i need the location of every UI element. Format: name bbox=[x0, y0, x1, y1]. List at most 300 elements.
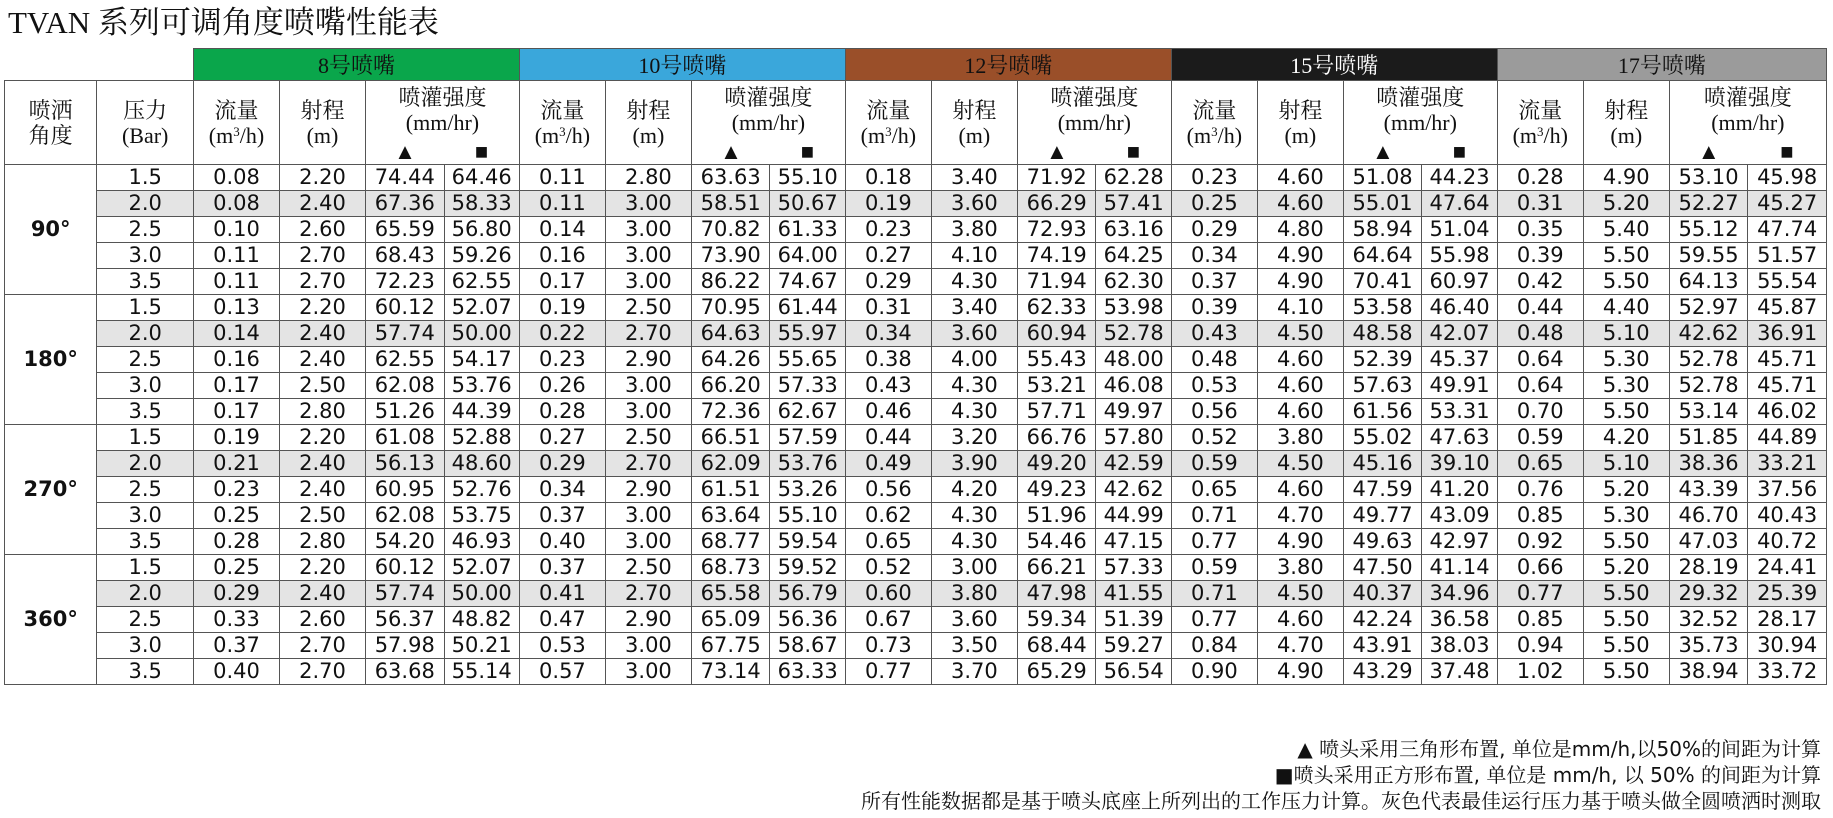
value-cell: 2.40 bbox=[279, 451, 365, 477]
value-cell: 53.98 bbox=[1096, 295, 1171, 321]
value-cell: 4.20 bbox=[931, 477, 1017, 503]
value-cell: 3.60 bbox=[931, 321, 1017, 347]
table-row bbox=[5, 659, 1827, 685]
value-cell: 0.31 bbox=[1497, 191, 1583, 217]
value-cell: 0.28 bbox=[193, 529, 279, 555]
value-cell: 73.14 bbox=[691, 659, 770, 685]
pressure-cell: 3.0 bbox=[97, 243, 194, 269]
col-header-flow bbox=[1497, 81, 1583, 165]
pressure-cell: 2.0 bbox=[97, 321, 194, 347]
value-cell: 42.62 bbox=[1096, 477, 1171, 503]
value-cell: 0.53 bbox=[519, 633, 605, 659]
value-cell: 54.46 bbox=[1017, 529, 1096, 555]
value-cell: 63.63 bbox=[691, 165, 770, 191]
pressure-cell: 2.0 bbox=[97, 451, 194, 477]
value-cell: 55.97 bbox=[770, 321, 845, 347]
value-cell: 53.21 bbox=[1017, 373, 1096, 399]
value-cell: 0.16 bbox=[519, 243, 605, 269]
flow-unit-post: /h) bbox=[1543, 122, 1568, 148]
value-cell: 46.40 bbox=[1422, 295, 1497, 321]
value-cell: 2.90 bbox=[605, 477, 691, 503]
value-cell: 52.97 bbox=[1669, 295, 1748, 321]
value-cell: 25.39 bbox=[1748, 581, 1827, 607]
value-cell: 5.50 bbox=[1583, 529, 1669, 555]
value-cell: 0.28 bbox=[519, 399, 605, 425]
col-header-radius bbox=[605, 81, 691, 165]
square-marker: ■ bbox=[1422, 139, 1497, 165]
intensity-header-l1: 喷灌强度 bbox=[1050, 85, 1139, 110]
square-marker: ■ bbox=[1748, 139, 1827, 165]
value-cell: 61.56 bbox=[1343, 399, 1422, 425]
value-cell: 51.96 bbox=[1017, 503, 1096, 529]
value-cell: 3.00 bbox=[605, 217, 691, 243]
value-cell: 47.59 bbox=[1343, 477, 1422, 503]
value-cell: 0.13 bbox=[193, 295, 279, 321]
nozzle-band-5: 17号喷嘴 bbox=[1497, 49, 1826, 81]
value-cell: 0.34 bbox=[519, 477, 605, 503]
value-cell: 52.07 bbox=[444, 555, 519, 581]
value-cell: 46.08 bbox=[1096, 373, 1171, 399]
value-cell: 62.08 bbox=[365, 503, 444, 529]
flow-unit-sup: 3 bbox=[1537, 123, 1544, 139]
value-cell: 2.40 bbox=[279, 191, 365, 217]
footnotes bbox=[861, 736, 1821, 814]
value-cell: 55.10 bbox=[770, 503, 845, 529]
value-cell: 57.63 bbox=[1343, 373, 1422, 399]
value-cell: 68.43 bbox=[365, 243, 444, 269]
value-cell: 0.23 bbox=[193, 477, 279, 503]
pressure-header-l2: (Bar) bbox=[121, 122, 169, 148]
value-cell: 51.85 bbox=[1669, 425, 1748, 451]
pressure-header-l1: 压力 bbox=[123, 97, 168, 123]
value-cell: 2.60 bbox=[279, 607, 365, 633]
value-cell: 0.19 bbox=[845, 191, 931, 217]
value-cell: 53.10 bbox=[1669, 165, 1748, 191]
value-cell: 0.65 bbox=[1171, 477, 1257, 503]
col-header-pressure bbox=[97, 81, 194, 165]
value-cell: 49.20 bbox=[1017, 451, 1096, 477]
value-cell: 55.10 bbox=[770, 165, 845, 191]
value-cell: 57.74 bbox=[365, 321, 444, 347]
value-cell: 62.67 bbox=[770, 399, 845, 425]
value-cell: 54.20 bbox=[365, 529, 444, 555]
value-cell: 4.30 bbox=[931, 373, 1017, 399]
value-cell: 4.20 bbox=[1583, 425, 1669, 451]
pressure-cell: 2.5 bbox=[97, 347, 194, 373]
value-cell: 62.08 bbox=[365, 373, 444, 399]
flow-unit-pre: (m bbox=[1512, 122, 1538, 148]
value-cell: 56.37 bbox=[365, 607, 444, 633]
value-cell: 2.70 bbox=[279, 633, 365, 659]
value-cell: 67.75 bbox=[691, 633, 770, 659]
value-cell: 49.97 bbox=[1096, 399, 1171, 425]
value-cell: 0.08 bbox=[193, 191, 279, 217]
value-cell: 48.60 bbox=[444, 451, 519, 477]
value-cell: 0.67 bbox=[845, 607, 931, 633]
value-cell: 43.09 bbox=[1422, 503, 1497, 529]
value-cell: 52.27 bbox=[1669, 191, 1748, 217]
value-cell: 59.34 bbox=[1017, 607, 1096, 633]
value-cell: 61.44 bbox=[770, 295, 845, 321]
table-row bbox=[5, 477, 1827, 503]
pressure-cell: 3.0 bbox=[97, 373, 194, 399]
value-cell: 0.17 bbox=[193, 373, 279, 399]
value-cell: 52.78 bbox=[1669, 347, 1748, 373]
value-cell: 56.36 bbox=[770, 607, 845, 633]
value-cell: 0.77 bbox=[845, 659, 931, 685]
value-cell: 45.71 bbox=[1748, 347, 1827, 373]
value-cell: 5.50 bbox=[1583, 659, 1669, 685]
value-cell: 0.90 bbox=[1171, 659, 1257, 685]
value-cell: 3.40 bbox=[931, 165, 1017, 191]
value-cell: 3.00 bbox=[605, 269, 691, 295]
value-cell: 0.60 bbox=[845, 581, 931, 607]
value-cell: 0.11 bbox=[519, 191, 605, 217]
triangle-marker: ▲ bbox=[1343, 139, 1422, 165]
value-cell: 0.27 bbox=[845, 243, 931, 269]
value-cell: 65.58 bbox=[691, 581, 770, 607]
value-cell: 0.21 bbox=[193, 451, 279, 477]
value-cell: 53.75 bbox=[444, 503, 519, 529]
value-cell: 67.36 bbox=[365, 191, 444, 217]
value-cell: 58.51 bbox=[691, 191, 770, 217]
value-cell: 53.26 bbox=[770, 477, 845, 503]
triangle-marker: ▲ bbox=[1669, 139, 1748, 165]
value-cell: 0.65 bbox=[1497, 451, 1583, 477]
value-cell: 5.30 bbox=[1583, 347, 1669, 373]
value-cell: 49.63 bbox=[1343, 529, 1422, 555]
value-cell: 0.19 bbox=[193, 425, 279, 451]
value-cell: 0.64 bbox=[1497, 373, 1583, 399]
value-cell: 51.04 bbox=[1422, 217, 1497, 243]
flow-header-l2 bbox=[1172, 123, 1257, 148]
value-cell: 4.80 bbox=[1257, 217, 1343, 243]
value-cell: 55.01 bbox=[1343, 191, 1422, 217]
value-cell: 3.00 bbox=[605, 399, 691, 425]
value-cell: 63.33 bbox=[770, 659, 845, 685]
value-cell: 0.37 bbox=[519, 555, 605, 581]
col-header-flow bbox=[845, 81, 931, 165]
value-cell: 45.37 bbox=[1422, 347, 1497, 373]
pressure-cell: 3.0 bbox=[97, 633, 194, 659]
value-cell: 4.50 bbox=[1257, 581, 1343, 607]
value-cell: 53.76 bbox=[444, 373, 519, 399]
flow-unit-sup: 3 bbox=[233, 123, 240, 139]
value-cell: 57.41 bbox=[1096, 191, 1171, 217]
value-cell: 0.16 bbox=[193, 347, 279, 373]
angle-cell: 360° bbox=[5, 555, 97, 685]
pressure-cell: 1.5 bbox=[97, 165, 194, 191]
table-row bbox=[5, 555, 1827, 581]
value-cell: 0.59 bbox=[1497, 425, 1583, 451]
col-header-radius bbox=[1583, 81, 1669, 165]
value-cell: 45.16 bbox=[1343, 451, 1422, 477]
intensity-header-l2: (mm/hr) bbox=[1383, 110, 1457, 135]
pressure-cell: 1.5 bbox=[97, 425, 194, 451]
value-cell: 47.64 bbox=[1422, 191, 1497, 217]
value-cell: 58.94 bbox=[1343, 217, 1422, 243]
value-cell: 0.56 bbox=[845, 477, 931, 503]
value-cell: 5.20 bbox=[1583, 191, 1669, 217]
col-header-flow bbox=[193, 81, 279, 165]
value-cell: 4.30 bbox=[931, 529, 1017, 555]
value-cell: 0.11 bbox=[519, 165, 605, 191]
footnote-pressure: 所有性能数据都是基于喷头底座上所列出的工作压力计算。灰色代表最佳运行压力基于喷头做全圆喷洒时测取 bbox=[861, 789, 1821, 813]
value-cell: 3.20 bbox=[931, 425, 1017, 451]
value-cell: 47.74 bbox=[1748, 217, 1827, 243]
value-cell: 59.26 bbox=[444, 243, 519, 269]
pressure-cell: 2.5 bbox=[97, 217, 194, 243]
pressure-cell: 1.5 bbox=[97, 555, 194, 581]
value-cell: 0.26 bbox=[519, 373, 605, 399]
value-cell: 3.00 bbox=[605, 503, 691, 529]
value-cell: 42.62 bbox=[1669, 321, 1748, 347]
pressure-cell: 3.0 bbox=[97, 503, 194, 529]
value-cell: 71.92 bbox=[1017, 165, 1096, 191]
value-cell: 0.29 bbox=[193, 581, 279, 607]
value-cell: 0.48 bbox=[1171, 347, 1257, 373]
radius-header-l2: (m) bbox=[1284, 122, 1317, 148]
value-cell: 0.40 bbox=[519, 529, 605, 555]
value-cell: 4.40 bbox=[1583, 295, 1669, 321]
table-row bbox=[5, 451, 1827, 477]
value-cell: 63.16 bbox=[1096, 217, 1171, 243]
value-cell: 50.21 bbox=[444, 633, 519, 659]
value-cell: 70.41 bbox=[1343, 269, 1422, 295]
value-cell: 2.20 bbox=[279, 295, 365, 321]
value-cell: 66.29 bbox=[1017, 191, 1096, 217]
value-cell: 45.87 bbox=[1748, 295, 1827, 321]
value-cell: 34.96 bbox=[1422, 581, 1497, 607]
value-cell: 0.56 bbox=[1171, 399, 1257, 425]
angle-header-l1: 喷洒 bbox=[28, 97, 73, 123]
value-cell: 0.08 bbox=[193, 165, 279, 191]
value-cell: 52.07 bbox=[444, 295, 519, 321]
square-marker: ■ bbox=[770, 139, 845, 165]
value-cell: 47.98 bbox=[1017, 581, 1096, 607]
value-cell: 62.55 bbox=[444, 269, 519, 295]
value-cell: 0.52 bbox=[845, 555, 931, 581]
table-row bbox=[5, 217, 1827, 243]
value-cell: 4.90 bbox=[1257, 659, 1343, 685]
square-marker: ■ bbox=[1096, 139, 1171, 165]
value-cell: 3.00 bbox=[605, 191, 691, 217]
value-cell: 0.10 bbox=[193, 217, 279, 243]
triangle-marker: ▲ bbox=[691, 139, 770, 165]
value-cell: 59.54 bbox=[770, 529, 845, 555]
table-row bbox=[5, 347, 1827, 373]
value-cell: 0.64 bbox=[1497, 347, 1583, 373]
value-cell: 0.53 bbox=[1171, 373, 1257, 399]
pressure-cell: 2.5 bbox=[97, 477, 194, 503]
value-cell: 2.80 bbox=[279, 529, 365, 555]
value-cell: 0.14 bbox=[519, 217, 605, 243]
value-cell: 0.52 bbox=[1171, 425, 1257, 451]
value-cell: 0.40 bbox=[193, 659, 279, 685]
value-cell: 50.00 bbox=[444, 581, 519, 607]
value-cell: 45.71 bbox=[1748, 373, 1827, 399]
value-cell: 72.36 bbox=[691, 399, 770, 425]
value-cell: 33.72 bbox=[1748, 659, 1827, 685]
value-cell: 1.02 bbox=[1497, 659, 1583, 685]
value-cell: 5.30 bbox=[1583, 503, 1669, 529]
value-cell: 57.71 bbox=[1017, 399, 1096, 425]
value-cell: 47.63 bbox=[1422, 425, 1497, 451]
value-cell: 0.25 bbox=[193, 503, 279, 529]
value-cell: 4.00 bbox=[931, 347, 1017, 373]
radius-header-l1: 射程 bbox=[626, 97, 671, 123]
value-cell: 2.80 bbox=[605, 165, 691, 191]
triangle-marker: ▲ bbox=[1017, 139, 1096, 165]
page-title: TVAN 系列可调角度喷嘴性能表 bbox=[8, 5, 439, 40]
value-cell: 41.14 bbox=[1422, 555, 1497, 581]
value-cell: 41.20 bbox=[1422, 477, 1497, 503]
value-cell: 0.65 bbox=[845, 529, 931, 555]
value-cell: 0.35 bbox=[1497, 217, 1583, 243]
flow-header-l1: 流量 bbox=[1192, 97, 1237, 123]
value-cell: 56.79 bbox=[770, 581, 845, 607]
value-cell: 66.76 bbox=[1017, 425, 1096, 451]
value-cell: 38.36 bbox=[1669, 451, 1748, 477]
table-row bbox=[5, 607, 1827, 633]
value-cell: 5.40 bbox=[1583, 217, 1669, 243]
value-cell: 39.10 bbox=[1422, 451, 1497, 477]
value-cell: 44.89 bbox=[1748, 425, 1827, 451]
value-cell: 4.60 bbox=[1257, 399, 1343, 425]
value-cell: 59.27 bbox=[1096, 633, 1171, 659]
value-cell: 5.50 bbox=[1583, 399, 1669, 425]
value-cell: 61.51 bbox=[691, 477, 770, 503]
value-cell: 61.33 bbox=[770, 217, 845, 243]
col-header-intensity bbox=[1017, 81, 1171, 140]
value-cell: 0.42 bbox=[1497, 269, 1583, 295]
table-row bbox=[5, 425, 1827, 451]
value-cell: 4.60 bbox=[1257, 165, 1343, 191]
value-cell: 51.57 bbox=[1748, 243, 1827, 269]
value-cell: 63.68 bbox=[365, 659, 444, 685]
flow-unit-pre: (m bbox=[208, 122, 234, 148]
value-cell: 0.28 bbox=[1497, 165, 1583, 191]
radius-header-l1: 射程 bbox=[952, 97, 997, 123]
value-cell: 2.40 bbox=[279, 347, 365, 373]
value-cell: 68.77 bbox=[691, 529, 770, 555]
value-cell: 0.23 bbox=[1171, 165, 1257, 191]
value-cell: 5.20 bbox=[1583, 555, 1669, 581]
value-cell: 56.80 bbox=[444, 217, 519, 243]
value-cell: 48.58 bbox=[1343, 321, 1422, 347]
value-cell: 28.17 bbox=[1748, 607, 1827, 633]
value-cell: 2.60 bbox=[279, 217, 365, 243]
value-cell: 3.40 bbox=[931, 295, 1017, 321]
value-cell: 2.50 bbox=[279, 373, 365, 399]
value-cell: 68.44 bbox=[1017, 633, 1096, 659]
value-cell: 0.47 bbox=[519, 607, 605, 633]
intensity-header-l1: 喷灌强度 bbox=[1376, 85, 1465, 110]
value-cell: 4.10 bbox=[1257, 295, 1343, 321]
value-cell: 0.37 bbox=[519, 503, 605, 529]
value-cell: 2.40 bbox=[279, 321, 365, 347]
value-cell: 5.10 bbox=[1583, 451, 1669, 477]
value-cell: 0.43 bbox=[1171, 321, 1257, 347]
flow-unit-post: /h) bbox=[891, 122, 917, 148]
value-cell: 55.02 bbox=[1343, 425, 1422, 451]
value-cell: 70.95 bbox=[691, 295, 770, 321]
intensity-header-l2: (mm/hr) bbox=[1711, 110, 1785, 135]
value-cell: 2.80 bbox=[279, 399, 365, 425]
value-cell: 62.09 bbox=[691, 451, 770, 477]
value-cell: 0.23 bbox=[519, 347, 605, 373]
value-cell: 0.25 bbox=[1171, 191, 1257, 217]
col-header-radius bbox=[1257, 81, 1343, 165]
col-header-intensity bbox=[1669, 81, 1826, 140]
value-cell: 36.58 bbox=[1422, 607, 1497, 633]
value-cell: 3.50 bbox=[931, 633, 1017, 659]
value-cell: 46.02 bbox=[1748, 399, 1827, 425]
flow-unit-post: /h) bbox=[1217, 122, 1243, 148]
flow-header-l2 bbox=[194, 123, 279, 148]
col-header-radius bbox=[279, 81, 365, 165]
value-cell: 0.73 bbox=[845, 633, 931, 659]
value-cell: 0.39 bbox=[1497, 243, 1583, 269]
value-cell: 46.70 bbox=[1669, 503, 1748, 529]
value-cell: 72.23 bbox=[365, 269, 444, 295]
value-cell: 5.50 bbox=[1583, 581, 1669, 607]
value-cell: 2.50 bbox=[279, 503, 365, 529]
value-cell: 57.33 bbox=[1096, 555, 1171, 581]
value-cell: 52.78 bbox=[1669, 373, 1748, 399]
value-cell: 0.41 bbox=[519, 581, 605, 607]
value-cell: 44.99 bbox=[1096, 503, 1171, 529]
header-blank bbox=[5, 49, 194, 81]
flow-unit-pre: (m bbox=[860, 122, 886, 148]
value-cell: 5.50 bbox=[1583, 633, 1669, 659]
value-cell: 62.33 bbox=[1017, 295, 1096, 321]
value-cell: 60.12 bbox=[365, 295, 444, 321]
value-cell: 74.19 bbox=[1017, 243, 1096, 269]
value-cell: 0.71 bbox=[1171, 503, 1257, 529]
value-cell: 0.34 bbox=[1171, 243, 1257, 269]
nozzle-band-4: 15号喷嘴 bbox=[1171, 49, 1497, 81]
value-cell: 3.80 bbox=[931, 217, 1017, 243]
col-header-flow bbox=[519, 81, 605, 165]
flow-header-l2 bbox=[520, 123, 605, 148]
flow-header-l2 bbox=[846, 123, 931, 148]
footnote-triangle: ▲ 喷头采用三角形布置, 单位是mm/h,以50%的间距为计算 bbox=[1297, 737, 1821, 761]
value-cell: 61.08 bbox=[365, 425, 444, 451]
value-cell: 74.44 bbox=[365, 165, 444, 191]
value-cell: 40.37 bbox=[1343, 581, 1422, 607]
value-cell: 47.50 bbox=[1343, 555, 1422, 581]
table-row bbox=[5, 399, 1827, 425]
value-cell: 4.10 bbox=[931, 243, 1017, 269]
value-cell: 3.00 bbox=[605, 659, 691, 685]
value-cell: 49.91 bbox=[1422, 373, 1497, 399]
value-cell: 2.90 bbox=[605, 347, 691, 373]
value-cell: 64.64 bbox=[1343, 243, 1422, 269]
value-cell: 64.00 bbox=[770, 243, 845, 269]
flow-header-l1: 流量 bbox=[1518, 97, 1563, 123]
value-cell: 5.20 bbox=[1583, 477, 1669, 503]
value-cell: 4.70 bbox=[1257, 503, 1343, 529]
value-cell: 0.23 bbox=[845, 217, 931, 243]
flow-header-l2 bbox=[1498, 123, 1583, 148]
value-cell: 42.07 bbox=[1422, 321, 1497, 347]
value-cell: 86.22 bbox=[691, 269, 770, 295]
value-cell: 62.30 bbox=[1096, 269, 1171, 295]
value-cell: 3.90 bbox=[931, 451, 1017, 477]
value-cell: 0.29 bbox=[845, 269, 931, 295]
value-cell: 62.55 bbox=[365, 347, 444, 373]
